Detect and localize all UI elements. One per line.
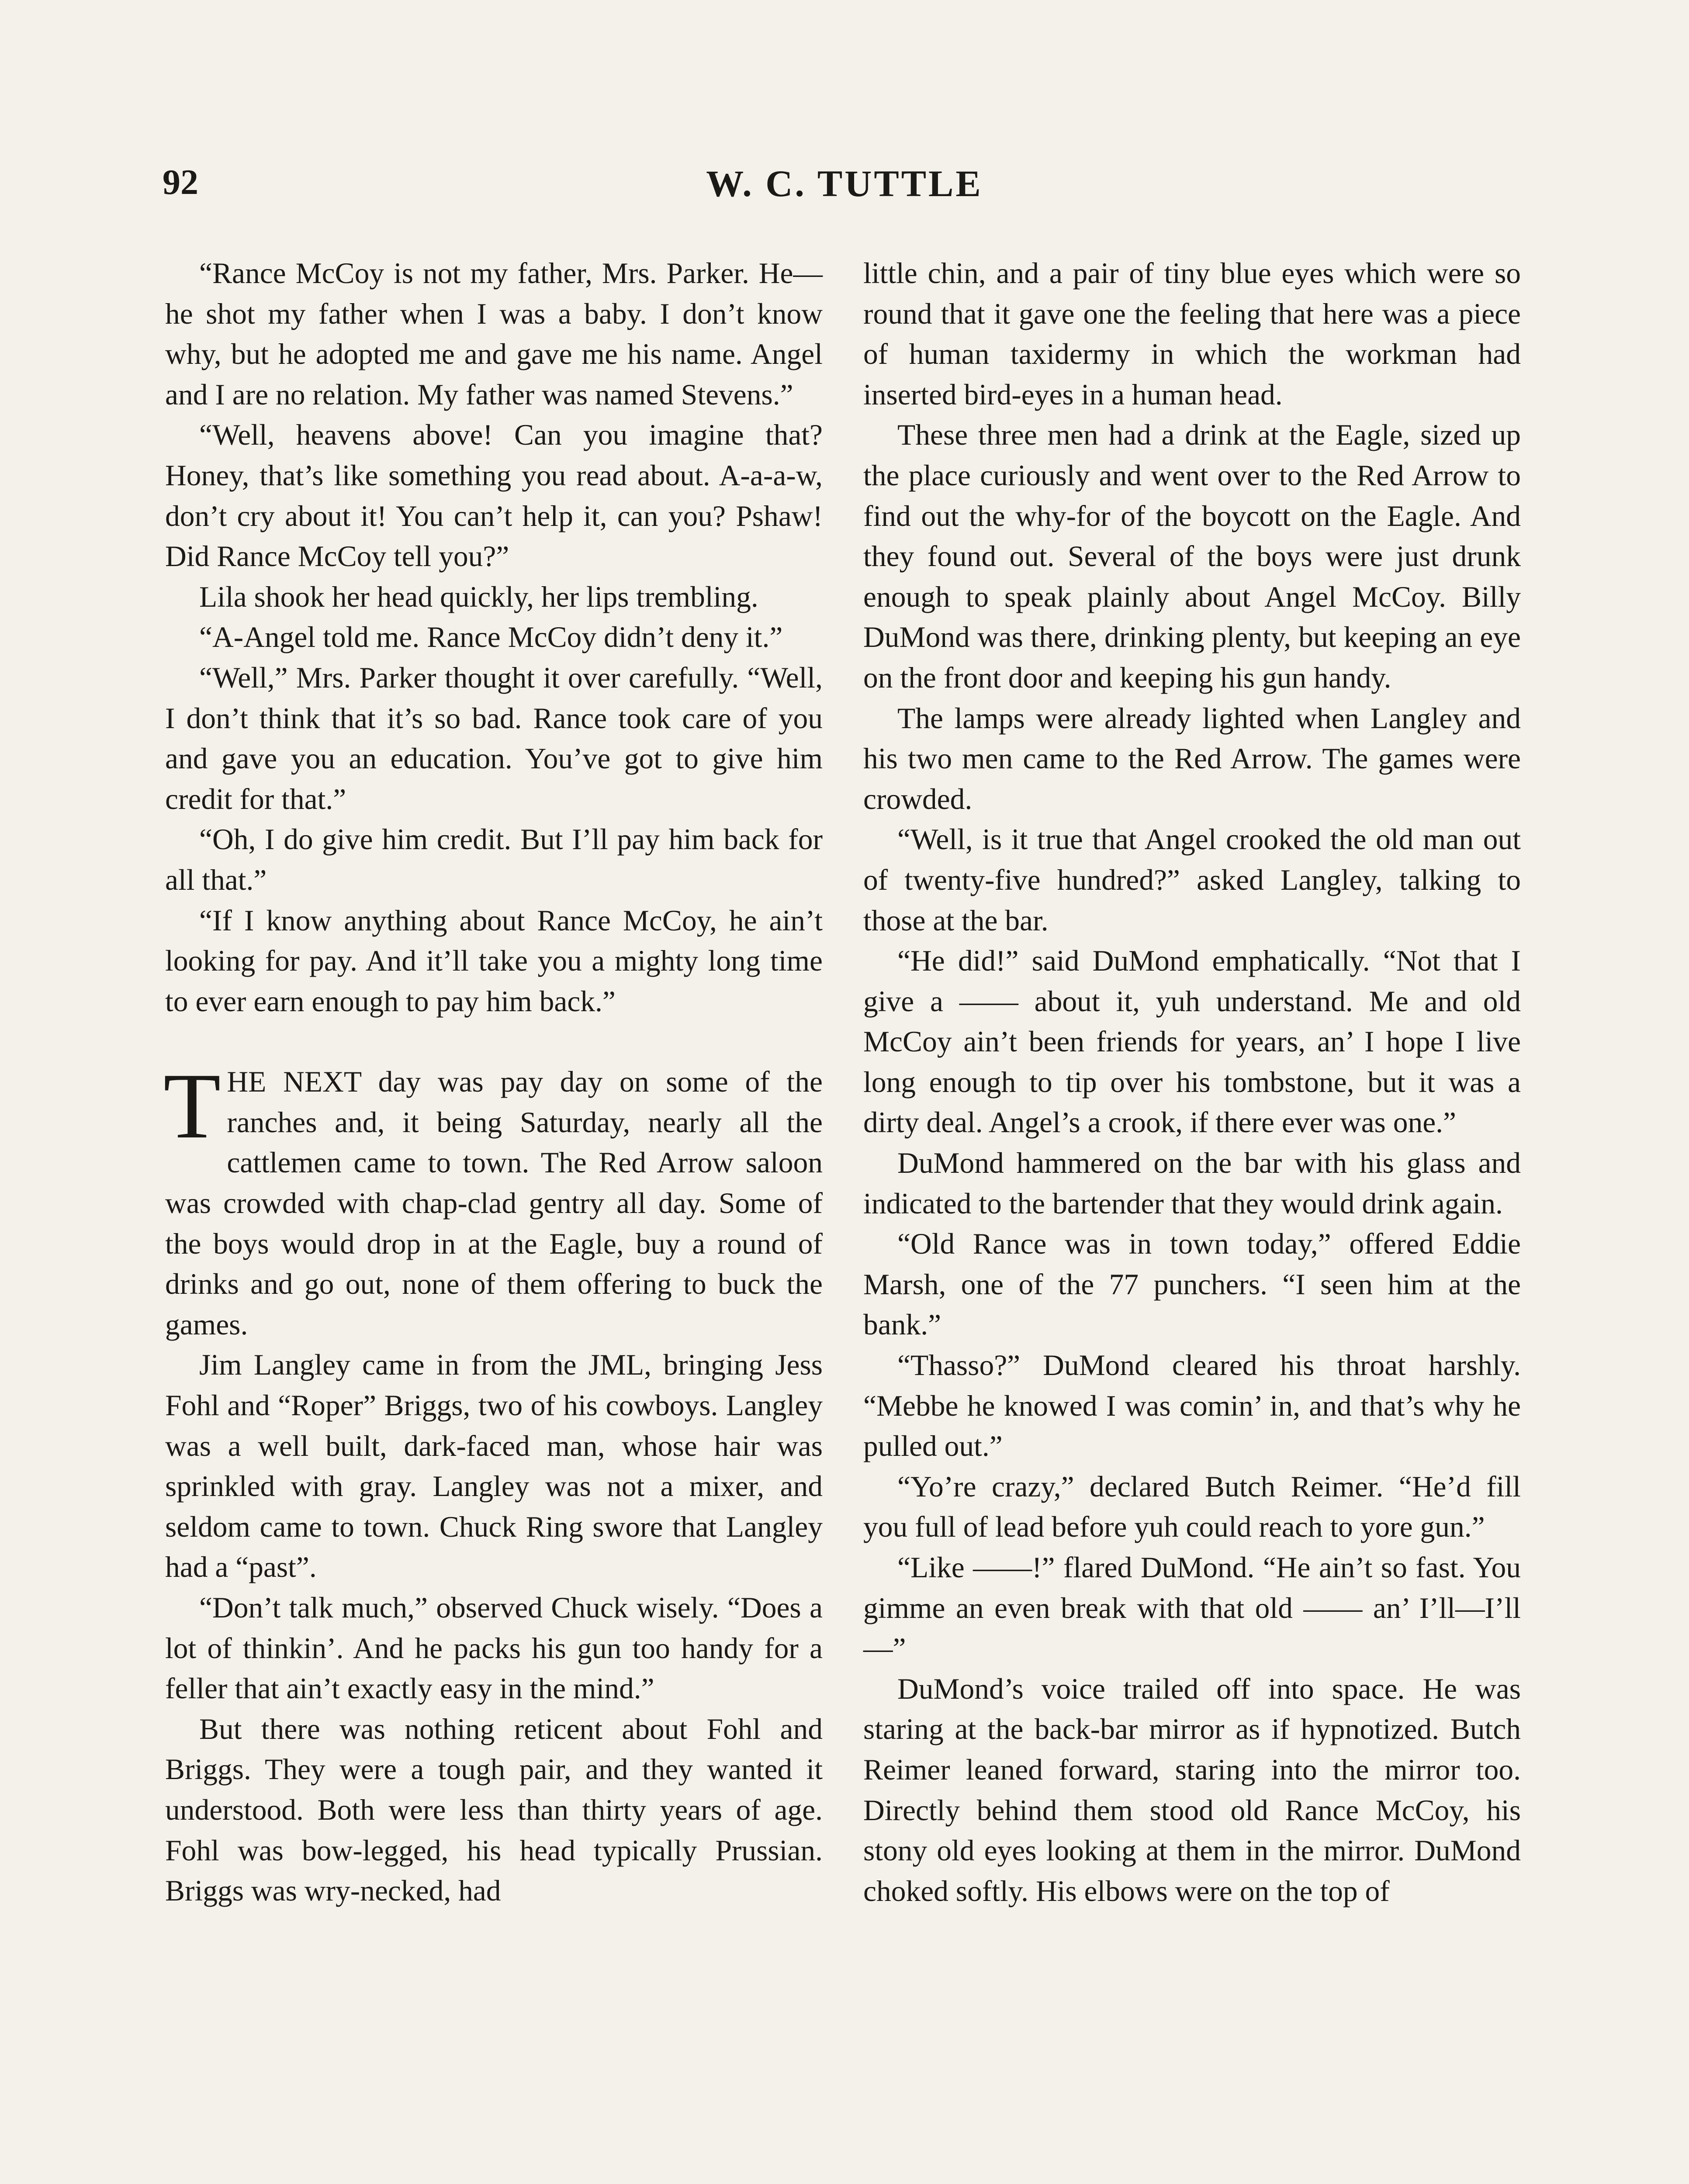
paragraph: “Oh, I do give him credit. But I’ll pay him back for all that.” xyxy=(165,823,823,896)
paragraph: “Like ——!” flared DuMond. “He ain’t so fast. You gimme an even break with that old —— an’ I’ll—I’ll—” xyxy=(863,1551,1521,1665)
paragraph: DuMond hammered on the bar with his glass and indicated to the bartender that they would drink again. xyxy=(863,1147,1521,1220)
continued-paragraph: little chin, and a pair of tiny blue eyes which were so round that it gave one the feeling that here was a piece of human taxidermy in which the workman had inserted bird-eyes in a human head. xyxy=(863,257,1521,411)
section-first-paragraph xyxy=(163,1054,823,1345)
paragraph: “Well, heavens above! Can you imagine that? Honey, that’s like something you read about. A-a-a-w, don’t cry about it! You can’t help it, can you? Pshaw! Did Rance McCoy tell you?” xyxy=(165,418,823,573)
paragraph: “Don’t talk much,” observed Chuck wisely. “Does a lot of thinkin’. And he packs his gun too handy for a feller that ain’t exactly easy in the mind.” xyxy=(165,1591,823,1705)
paragraph: Jim Langley came in from the JML, bringing Jess Fohl and “Roper” Briggs, two of his cowboys. Langley was a well built, dark-faced man, whose hair was sprinkled with gray. Langley was not a mixer, and seldom came to town. Chuck Ring swore that Langley had a “past”. xyxy=(165,1348,823,1584)
paragraph: These three men had a drink at the Eagle, sized up the place curiously and went over to the Red Arrow to find out the why-for of the boycott on the Eagle. And they found out. Several of the boys were just drunk enough to speak plainly about Angel McCoy. Billy DuMond was there, drinking plenty, but keeping an eye on the front door and keeping his gun handy. xyxy=(863,418,1521,694)
page-header xyxy=(163,162,1526,214)
page-number: 92 xyxy=(163,162,198,202)
paragraph: “A-Angel told me. Rance McCoy didn’t deny it.” xyxy=(199,621,783,654)
paragraph: DuMond’s voice trailed off into space. He was staring at the back-bar mirror as if hypnotized. Butch Reimer leaned forward, staring into the mirror too. Directly behind them stood old Rance McCoy, his stony old eyes looking at them in the mirror. DuMond choked softly. His elbows were on the top of xyxy=(863,1672,1521,1908)
paragraph: “Well, is it true that Angel crooked the old man out of twenty-five hundred?” asked Langley, talking to those at the bar. xyxy=(863,823,1521,937)
paragraph: “If I know anything about Rance McCoy, he ain’t looking for pay. And it’ll take you a mighty long time to ever earn enough to pay him back.” xyxy=(165,904,823,1018)
right-column xyxy=(863,253,1521,1911)
paragraph: “He did!” said DuMond emphatically. “Not that I give a —— about it, yuh understand. Me and old McCoy ain’t been friends for years, an’ I hope I live long enough to tip over his tombstone, but it was a dirty deal. Angel’s a crook, if there ever was one.” xyxy=(863,944,1521,1139)
drop-cap: T xyxy=(163,1054,221,1158)
paragraph: “Well,” Mrs. Parker thought it over carefully. “Well, I don’t think that it’s so bad. Rance took care of you and gave you an education. You’ve got to give him credit for that.” xyxy=(165,661,823,816)
left-column xyxy=(165,253,823,1911)
paragraph: “Yo’re crazy,” declared Butch Reimer. “He’d fill you full of lead before yuh could reach to yore gun.” xyxy=(863,1470,1521,1544)
paragraph: Lila shook her head quickly, her lips trembling. xyxy=(199,580,758,613)
paragraph: “Old Rance was in town today,” offered Eddie Marsh, one of the 77 punchers. “I seen him at the bank.” xyxy=(863,1227,1521,1341)
section-first-paragraph-text: HE NEXT day was pay day on some of the ranches and, it being Saturday, nearly all the cattlemen came to town. The Red Arrow saloon was crowded with chap-clad gentry all day. Some of the boys would drop in at the Eagle, buy a round of drinks and go out, none of them offering to buck the games. xyxy=(165,1065,823,1341)
paragraph: “Thasso?” DuMond cleared his throat harshly. “Mebbe he knowed I was comin’ in, and that’s why he pulled out.” xyxy=(863,1349,1521,1463)
paragraph: The lamps were already lighted when Langley and his two men came to the Red Arrow. The games were crowded. xyxy=(863,702,1521,816)
paragraph: But there was nothing reticent about Fohl and Briggs. They were a tough pair, and they wanted it understood. Both were less than thirty years of age. Fohl was bow-legged, his head typically Prussian. Briggs was wry-necked, had xyxy=(165,1712,823,1908)
running-head: W. C. TUTTLE xyxy=(706,162,983,204)
paragraph: “Rance McCoy is not my father, Mrs. Parker. He—he shot my father when I was a baby. I don’t know why, but he adopted me and gave me his name. Angel and I are no relation. My father was named Stevens.” xyxy=(165,257,823,411)
